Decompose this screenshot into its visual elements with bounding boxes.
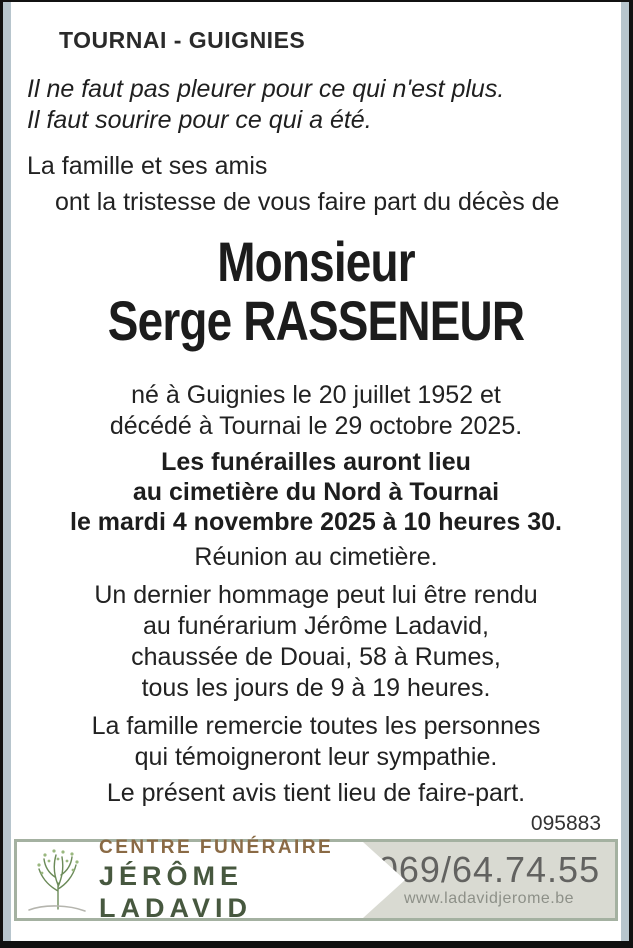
thanks-block <box>11 711 621 773</box>
homage-line-2: au funérarium Jérôme Ladavid, <box>142 612 490 640</box>
brand-text <box>99 836 363 924</box>
intro-line-1: La famille et ses amis <box>27 152 268 180</box>
location-header: TOURNAI - GUIGNIES <box>59 27 306 53</box>
intro-line-2: ont la tristesse de vous faire part du décès de <box>55 188 560 216</box>
funeral-details-block <box>11 447 621 537</box>
homage-block <box>11 580 621 704</box>
birth-death-block <box>11 380 621 442</box>
homage-line-1: Un dernier hommage peut lui être rendu <box>94 581 538 609</box>
arrow-right-icon <box>363 842 405 918</box>
clipping-border <box>3 2 629 941</box>
tree-icon <box>27 843 89 918</box>
reference-number: 095883 <box>530 812 601 835</box>
quote-line-2: Il faut sourire pour ce qui a été. <box>27 106 372 134</box>
epitaph-quote <box>27 74 621 136</box>
deceased-name-block <box>11 230 621 352</box>
phone-number: 069/64.74.55 <box>377 849 601 890</box>
homage-line-3: chaussée de Douai, 58 à Rumes, <box>131 643 501 671</box>
obituary-page <box>11 2 621 941</box>
brand-line-centre-funeraire: CENTRE FUNÉRAIRE <box>99 837 334 858</box>
quote-line-1: Il ne faut pas pleurer pour ce qui n'est plus. <box>27 75 505 103</box>
birth-line: né à Guignies le 20 juillet 1952 et <box>131 381 501 409</box>
deceased-name: Serge RASSENEUR <box>107 289 525 352</box>
thanks-line-2: qui témoigneront leur sympathie. <box>134 743 498 771</box>
faire-part-notice: Le présent avis tient lieu de faire-part. <box>106 779 526 807</box>
homage-line-4: tous les jours de 9 à 19 heures. <box>141 674 491 702</box>
deceased-title: Monsieur <box>217 230 415 293</box>
funeral-line-2: au cimetière du Nord à Tournai <box>132 478 500 506</box>
banner-contact-section <box>363 842 615 918</box>
banner-brand-section <box>17 837 363 923</box>
funeral-home-banner <box>14 839 618 921</box>
website-url: www.ladavidjerome.be <box>403 890 575 907</box>
death-line: décédé à Tournai le 29 octobre 2025. <box>109 412 523 440</box>
funeral-line-3: le mardi 4 novembre 2025 à 10 heures 30. <box>70 508 562 536</box>
brand-line-jerome-ladavid: JÉRÔME LADAVID <box>99 861 252 923</box>
thanks-line-1: La famille remercie toutes les personnes <box>91 712 541 740</box>
meeting-line: Réunion au cimetière. <box>194 543 438 571</box>
funeral-line-1: Les funérailles auront lieu <box>161 448 471 476</box>
